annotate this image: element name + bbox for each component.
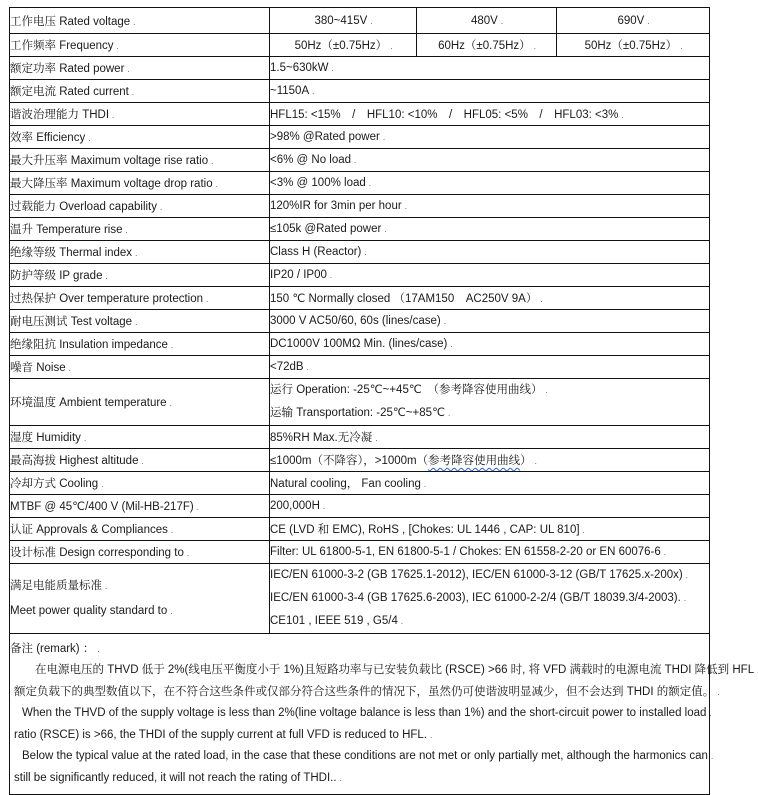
spec-value-cell xyxy=(270,8,417,34)
spec-value-text: Class H (Reactor) xyxy=(270,246,362,258)
spec-value-cell xyxy=(270,333,710,356)
spec-value-cell xyxy=(557,34,710,57)
paragraph-mark: . xyxy=(447,409,450,418)
paragraph-mark: . xyxy=(170,606,172,616)
spec-row xyxy=(10,518,710,541)
spec-value-text: 运行 Operation: -25℃~+45℃ （参考降容使用曲线） xyxy=(270,384,543,396)
paragraph-mark: . xyxy=(141,457,143,466)
spec-value-text: 200,000H xyxy=(270,500,320,512)
spec-value-text: IEC/EN 61000-3-4 (GB 17625.6-2003), IEC 61000-2-2/4 (GB/T 18039.3/4-2003). xyxy=(270,592,681,604)
spec-value-text: ≤105k @Rated power xyxy=(270,223,382,235)
paragraph-mark: . xyxy=(105,272,107,281)
spec-label-cell xyxy=(10,241,270,264)
spec-label-line xyxy=(10,574,269,599)
spec-label-cell xyxy=(10,564,270,634)
paragraph-mark: . xyxy=(329,271,332,280)
spec-row xyxy=(10,195,710,218)
paragraph-mark: . xyxy=(186,549,189,558)
paragraph-mark: . xyxy=(430,730,432,740)
spec-value-text: ） xyxy=(520,455,532,467)
spec-label-cell xyxy=(10,149,270,172)
spec-value-cell xyxy=(270,195,710,218)
remark-line-text: still be significantly reduced, it will not reach the rating of THDI.. xyxy=(14,771,337,784)
spec-label-line xyxy=(10,599,269,624)
spec-row xyxy=(10,541,710,564)
paragraph-mark: . xyxy=(540,295,542,304)
paragraph-mark: . xyxy=(116,42,118,51)
remark-line-text: When the THVD of the supply voltage is less than 2%(line voltage balance is less than 1%) and the short-circuit power to installed load xyxy=(22,707,707,720)
spec-label-cell xyxy=(10,8,270,34)
spec-value-cell xyxy=(270,495,710,518)
remark-line xyxy=(10,703,709,725)
spec-value-text: 150 ℃ Normally closed （17AM150 AC250V 9A） xyxy=(270,293,538,305)
spec-value-cell xyxy=(557,8,710,34)
spec-label-text: 谐波治理能力 THDI xyxy=(10,109,110,121)
spec-value-cell xyxy=(270,126,710,149)
spec-value-text: IP20 / IP00 xyxy=(270,269,327,281)
spec-label-text: 湿度 Humidity xyxy=(10,432,81,444)
spec-value-text: 50Hz（±0.75Hz） xyxy=(294,40,388,52)
paragraph-mark: . xyxy=(322,502,325,511)
paragraph-mark: . xyxy=(680,42,682,51)
spec-row xyxy=(10,57,710,80)
spec-value-text: >98% @Rated power xyxy=(270,131,380,143)
paragraph-mark: . xyxy=(312,87,314,96)
paragraph-mark: . xyxy=(331,64,333,73)
paragraph-mark: . xyxy=(663,548,666,557)
remark-title-text: 备注 (remark) ： xyxy=(10,642,95,655)
spec-row xyxy=(10,495,710,518)
paragraph-mark: . xyxy=(683,594,686,603)
spec-label-cell xyxy=(10,57,270,80)
spec-value-text: 85%RH Max.无冷凝 xyxy=(270,432,373,444)
paragraph-mark: . xyxy=(685,571,687,580)
paragraph-mark: . xyxy=(404,202,406,211)
spec-label-text: 额定功率 Rated power xyxy=(10,63,125,75)
spec-label-text: 认证 Approvals & Compliances xyxy=(10,524,168,536)
spec-value-line xyxy=(270,610,709,633)
spec-value-cell xyxy=(270,172,710,195)
paragraph-mark: . xyxy=(370,16,372,26)
spec-label-text: 绝缘阻抗 Insulation impedance xyxy=(10,339,168,351)
spec-value-line xyxy=(270,402,709,425)
spec-value-cell xyxy=(270,426,710,449)
spec-label-cell xyxy=(10,195,270,218)
remark-line-text: 在电源电压的 THVD 低于 2%(线电压平衡度小于 1%)且短路功率与已安装负载比 (RSCE) >66 时, 将 VFD 满载时的电源电流 THDI 降低到 HFL xyxy=(35,664,755,677)
paragraph-mark: . xyxy=(97,644,99,654)
paragraph-mark: . xyxy=(384,225,386,234)
paragraph-mark: . xyxy=(423,480,426,489)
spec-label-text: 最大降压率 Maximum voltage drop ratio xyxy=(10,178,213,190)
spec-label-text: 工作频率 Frequency xyxy=(10,40,114,52)
spec-row xyxy=(10,287,710,310)
paragraph-mark: . xyxy=(443,317,445,326)
paragraph-mark: . xyxy=(390,42,392,51)
spec-value-cell xyxy=(270,149,710,172)
spec-label-text: 噪音 Noise xyxy=(10,362,66,374)
spec-label-cell xyxy=(10,472,270,495)
remark-line-text: ratio (RSCE) is >66, the THDI of the supply current at full VFD is reduced to HFL. xyxy=(14,728,427,741)
paragraph-mark: . xyxy=(169,399,171,408)
spec-value-text: ≤1000m（不降容），>1000m（ xyxy=(270,455,429,467)
spec-value-cell xyxy=(270,310,710,333)
spec-value-cell xyxy=(417,34,557,57)
paragraph-mark: . xyxy=(582,526,584,535)
spec-value-text: 690V xyxy=(617,14,645,27)
paragraph-mark: . xyxy=(306,363,308,372)
spec-label-text: 绝缘等级 Thermal index xyxy=(10,247,133,259)
paragraph-mark: . xyxy=(709,709,711,719)
spec-value-text: CE101 , IEEE 519 , G5/4 xyxy=(270,615,398,627)
paragraph-mark: . xyxy=(68,364,70,373)
paragraph-mark: . xyxy=(133,17,135,27)
remark-title xyxy=(10,639,709,661)
spec-label-cell xyxy=(10,495,270,518)
spec-label-cell xyxy=(10,34,270,57)
spec-value-text: 380~415V xyxy=(314,14,368,27)
paragraph-mark: . xyxy=(206,295,208,304)
paragraph-mark: . xyxy=(647,16,649,26)
spec-value-cell xyxy=(417,8,557,34)
spec-value-cell xyxy=(270,241,710,264)
paragraph-mark: . xyxy=(125,226,127,235)
paragraph-mark: . xyxy=(382,133,385,142)
paragraph-mark: . xyxy=(710,752,713,762)
spec-row xyxy=(10,34,710,57)
spec-label-cell xyxy=(10,379,270,426)
paragraph-mark: . xyxy=(131,88,134,97)
spec-row xyxy=(10,472,710,495)
paragraph-mark: . xyxy=(211,157,213,166)
spec-row xyxy=(10,264,710,287)
spec-row xyxy=(10,218,710,241)
spec-label-text: 工作电压 Rated voltage xyxy=(10,15,131,28)
spec-value-text: IEC/EN 61000-3-2 (GB 17625.1-2012), IEC/EN 61000-3-12 (GB/T 17625.x-200x) xyxy=(270,569,683,581)
remark-line-text: Below the typical value at the rated load, in the case that these conditions are not met or only partially met, although the harmonics can xyxy=(22,750,708,763)
spec-document xyxy=(9,7,755,795)
spec-value-text: 120%IR for 3min per hour xyxy=(270,200,402,212)
spec-label-cell xyxy=(10,541,270,564)
spec-label-cell xyxy=(10,449,270,472)
paragraph-mark: . xyxy=(83,434,86,443)
paragraph-mark: . xyxy=(545,386,547,395)
spec-label-cell xyxy=(10,218,270,241)
spec-value-text: DC1000V 100MΩ Min. (lines/case) xyxy=(270,338,448,350)
spec-value-cell xyxy=(270,564,710,634)
spec-label-cell xyxy=(10,426,270,449)
spec-label-cell xyxy=(10,518,270,541)
spec-label-cell xyxy=(10,356,270,379)
paragraph-mark: . xyxy=(400,617,403,626)
spec-label-text: MTBF @ 45℃/400 V (Mil-HB-217F) xyxy=(10,501,194,513)
remark-line xyxy=(10,746,713,768)
paragraph-mark: . xyxy=(450,340,452,349)
spec-value-line xyxy=(270,379,709,402)
paragraph-mark: . xyxy=(88,134,90,143)
spec-label-cell xyxy=(10,172,270,195)
spec-value-text: ~1150A xyxy=(270,85,310,97)
squiggle-text: 参考降容使用曲线 xyxy=(428,455,521,467)
spec-value-cell xyxy=(270,34,417,57)
paragraph-mark: . xyxy=(621,111,623,120)
spec-row xyxy=(10,80,710,103)
spec-row xyxy=(10,564,710,634)
spec-value-text: 60Hz（±0.75Hz） xyxy=(438,40,531,52)
spec-value-cell xyxy=(270,518,710,541)
paragraph-mark: . xyxy=(375,434,377,443)
spec-row xyxy=(10,8,710,34)
paragraph-mark: . xyxy=(215,180,217,189)
spec-value-line xyxy=(270,587,709,610)
paragraph-mark: . xyxy=(170,526,173,535)
paragraph-mark: . xyxy=(533,42,535,51)
spec-value-text: CE (LVD 和 EMC), RoHS , [Chokes: UL 1446 , CAP: UL 810] xyxy=(270,524,580,536)
spec-value-cell xyxy=(270,472,710,495)
remark-section xyxy=(10,634,755,795)
spec-value-cell xyxy=(270,287,710,310)
spec-value-text: 50Hz（±0.75Hz） xyxy=(584,40,678,52)
paragraph-mark: . xyxy=(717,687,719,697)
spec-value-text: <72dB xyxy=(270,361,304,373)
spec-value-cell xyxy=(270,541,710,564)
spec-row xyxy=(10,172,710,195)
spec-label-cell xyxy=(10,287,270,310)
spec-label-cell xyxy=(10,126,270,149)
spec-row xyxy=(10,241,710,264)
spec-value-cell xyxy=(270,379,710,426)
spec-row xyxy=(10,356,710,379)
spec-value-text: 运输 Transportation: -25℃~+85℃ xyxy=(270,407,445,419)
remark-line xyxy=(10,725,709,747)
spec-row xyxy=(10,126,710,149)
spec-label-cell xyxy=(10,310,270,333)
paragraph-mark: . xyxy=(135,249,137,258)
paragraph-mark: . xyxy=(339,773,341,783)
remark-line xyxy=(10,660,755,682)
spec-label-text: 效率 Efficiency xyxy=(10,132,86,144)
spec-label-text: 额定电流 Rated current xyxy=(10,86,129,98)
spec-value-cell xyxy=(270,264,710,287)
spec-value-text: 3000 V AC50/60, 60s (lines/case) xyxy=(270,315,441,327)
remark-line xyxy=(10,768,709,790)
spec-value-cell xyxy=(270,80,710,103)
paragraph-mark: . xyxy=(500,16,503,26)
remark-line-text: 额定负载下的典型数值以下，在不符合这些条件或仅部分符合这些条件的情况下，虽然仍可使谐波明显减少，但不会达到 THDI 的额定值。 xyxy=(14,685,715,698)
spec-row xyxy=(10,379,710,426)
paragraph-mark: . xyxy=(170,341,173,350)
spec-label-cell xyxy=(10,80,270,103)
spec-label-cell xyxy=(10,103,270,126)
spec-value-text: Filter: UL 61800-5-1, EN 61800-5-1 / Chokes: EN 61558-2-20 or EN 60076-6 xyxy=(270,546,661,558)
spec-label-text: 温升 Temperature rise xyxy=(10,224,123,236)
spec-value-cell xyxy=(270,449,710,472)
remark-line xyxy=(10,682,719,704)
spec-row xyxy=(10,149,710,172)
paragraph-mark: . xyxy=(127,65,129,74)
spec-label-text: 设计标准 Design corresponding to xyxy=(10,547,184,559)
spec-label-text: Meet power quality standard to xyxy=(10,604,168,617)
spec-value-text: Natural cooling， Fan cooling xyxy=(270,478,421,490)
spec-value-line xyxy=(270,564,709,587)
paragraph-mark: . xyxy=(160,203,162,212)
paragraph-mark: . xyxy=(105,581,107,591)
paragraph-mark: . xyxy=(364,248,366,257)
spec-label-text: 过载能力 Overload capability xyxy=(10,201,157,213)
spec-label-text: 满足电能质量标准 xyxy=(10,579,102,592)
paragraph-mark: . xyxy=(534,457,536,466)
spec-value-cell xyxy=(270,103,710,126)
spec-value-cell xyxy=(270,356,710,379)
spec-label-text: 最高海拔 Highest altitude xyxy=(10,455,139,467)
spec-value-text: 1.5~630kW xyxy=(270,62,329,74)
paragraph-mark: . xyxy=(196,503,198,512)
paragraph-mark: . xyxy=(112,111,114,120)
paragraph-mark: . xyxy=(101,480,103,489)
spec-label-cell xyxy=(10,264,270,287)
paragraph-mark: . xyxy=(354,156,356,165)
spec-label-text: 过热保护 Over temperature protection xyxy=(10,293,204,305)
remark-row xyxy=(10,634,710,795)
spec-table xyxy=(9,7,755,795)
paragraph-mark: . xyxy=(368,179,370,188)
spec-label-text: 冷却方式 Cooling xyxy=(10,478,99,490)
spec-label-text: 环境温度 Ambient temperature xyxy=(10,397,167,409)
spec-label-text: 防护等级 IP grade xyxy=(10,270,103,282)
spec-value-text: 480V xyxy=(470,14,498,27)
spec-value-text: HFL15: <15% / HFL10: <10% / HFL05: <5% / HFL03: <3% xyxy=(270,109,619,121)
spec-value-cell xyxy=(270,218,710,241)
spec-row xyxy=(10,310,710,333)
spec-row xyxy=(10,333,710,356)
spec-row xyxy=(10,426,710,449)
paragraph-mark: . xyxy=(135,318,137,327)
spec-row xyxy=(10,103,710,126)
spec-label-text: 耐电压测试 Test voltage xyxy=(10,316,133,328)
spec-value-text: <6% @ No load xyxy=(270,154,352,166)
spec-label-text: 最大升压率 Maximum voltage rise ratio xyxy=(10,155,209,167)
spec-row xyxy=(10,449,710,472)
spec-label-cell xyxy=(10,333,270,356)
spec-value-cell xyxy=(270,57,710,80)
spec-value-text: <3% @ 100% load xyxy=(270,177,366,189)
